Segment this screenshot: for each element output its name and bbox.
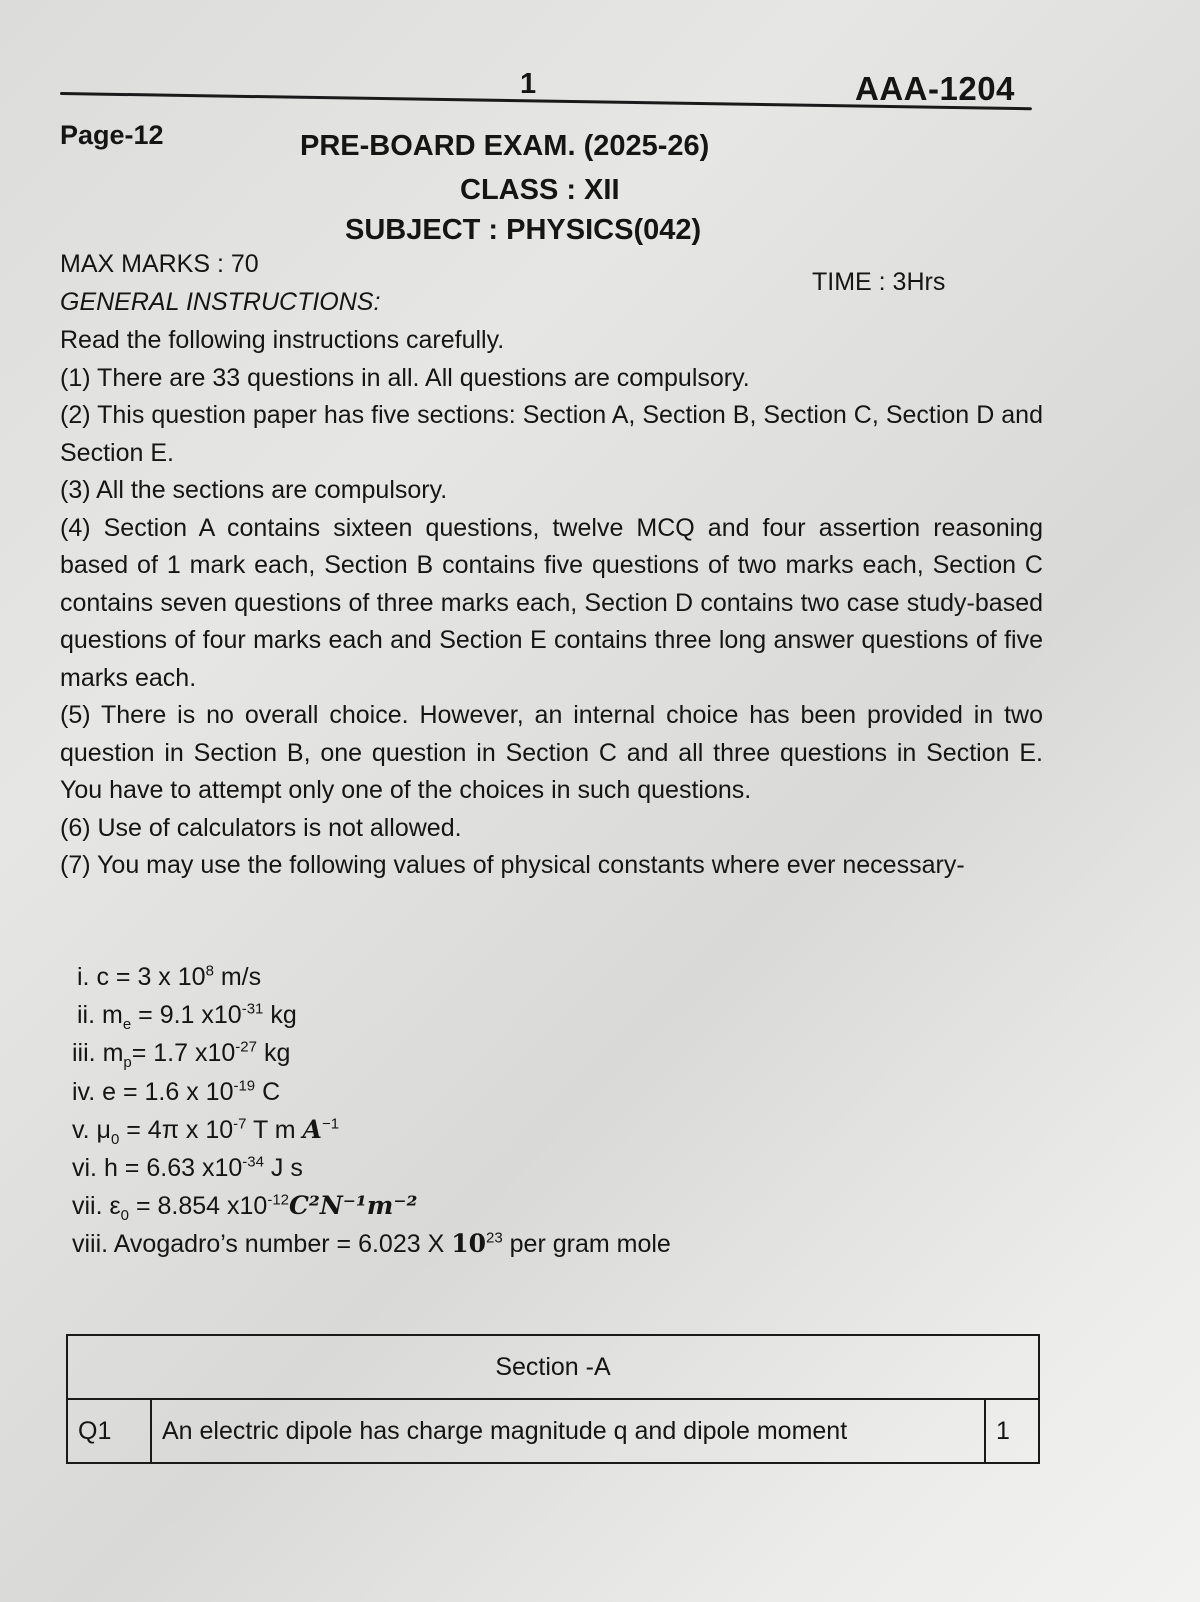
- instruction-7: (7) You may use the following values of physical constants where ever necessary-: [60, 851, 965, 879]
- instructions-list: [60, 322, 1043, 885]
- page-label: Page-12: [60, 120, 164, 150]
- instruction-4: (4) Section A contains sixteen questions, twelve MCQ and four assertion reasoning based of 1 mark each, Section B contains five questions of two marks each, Section C contains seven questions of three marks each, Section D contains two case study-based questions of four marks each and Section E contains three long answer questions of five marks each.: [60, 513, 1043, 692]
- instructions-intro: Read the following instructions carefully.: [60, 326, 505, 354]
- instruction-2: (2) This question paper has five sections: Section A, Section B, Section C, Section D and Section E.: [60, 401, 1043, 467]
- paper-code: AAA-1204: [855, 70, 1015, 107]
- constant-electron-charge: iv. e = 1.6 x $10^{-19}$ C: [72, 1077, 281, 1106]
- section-title: Section -A: [67, 1335, 1039, 1399]
- max-marks: MAX MARKS : 70: [60, 250, 259, 278]
- section-a-table: [66, 1334, 1040, 1464]
- constant-planck: vi. h = 6.63 $x10^{-34}$ J s: [72, 1153, 303, 1183]
- instruction-5: (5) There is no overall choice. However, an internal choice has been provided in two question in Section B, one question in Section C and all three questions in Section E. You have to attempt only one of the choices in such questions.: [60, 701, 1043, 804]
- constant-permittivity: vii. $\varepsilon_0 = 8.854$ $x10^{-12}C^2N^{-1}m^{-2}$: [72, 1191, 418, 1225]
- constants-list: [72, 958, 671, 1264]
- constant-permeability: v. $\mu_0 = 4\pi$ x $10^{-7}$ T m $A^{-1}$: [72, 1114, 340, 1148]
- exam-title: PRE-BOARD EXAM. (2025-26): [300, 130, 710, 162]
- constant-avogadro: viii. Avogadro’s number = 6.023 X $10^{23}$ per gram mole: [72, 1229, 671, 1259]
- class-line: CLASS : XII: [460, 174, 620, 206]
- question-text: An electric dipole has charge magnitude q and dipole moment: [151, 1399, 985, 1463]
- question-marks: 1: [985, 1399, 1039, 1463]
- instruction-6: (6) Use of calculators is not allowed.: [60, 813, 462, 842]
- page-number: 1: [520, 68, 537, 100]
- instructions-heading: GENERAL INSTRUCTIONS:: [60, 288, 381, 316]
- constant-c: i. c = 3 x $10^8$ m/s: [77, 962, 262, 991]
- section-header-row: [67, 1335, 1039, 1399]
- table-row: [67, 1399, 1039, 1463]
- question-number: Q1: [67, 1399, 151, 1463]
- time-allowed: TIME : 3Hrs: [812, 268, 946, 296]
- constant-proton-mass: iii. $m_p= 1.7$ $x10^{-27}$ kg: [72, 1039, 291, 1072]
- constant-electron-mass: ii. $m_e = 9.1$ $x10^{-31}$ kg: [77, 1000, 297, 1034]
- instruction-3: (3) All the sections are compulsory.: [60, 476, 448, 504]
- instruction-1: (1) There are 33 questions in all. All questions are compulsory.: [60, 363, 750, 392]
- subject-line: SUBJECT : PHYSICS(042): [345, 214, 702, 246]
